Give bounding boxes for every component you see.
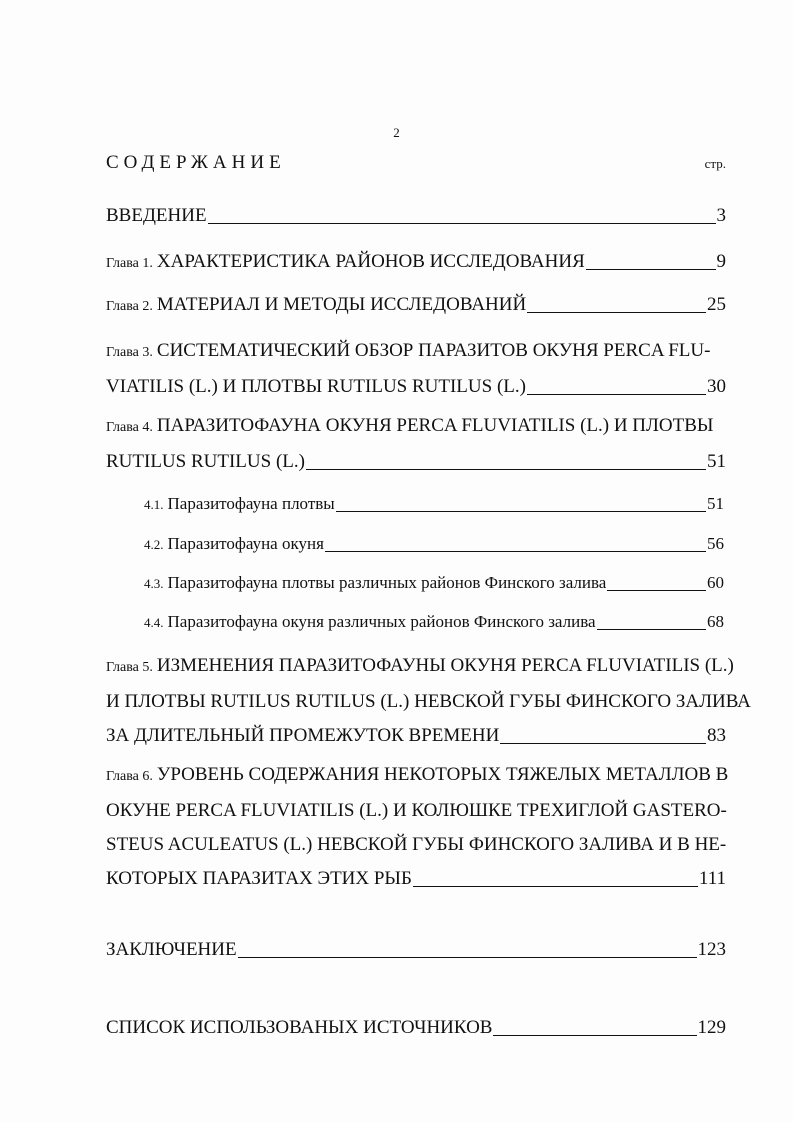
entry-title: СПИСОК ИСПОЛЬЗОВАНЫХ ИСТОЧНИКОВ bbox=[106, 1017, 493, 1038]
entry-page: 60 bbox=[707, 573, 724, 592]
entry-title: Паразитофауна плотвы различных районов Финского залива bbox=[167, 573, 607, 592]
entry-page: 51 bbox=[707, 451, 726, 472]
entry-title: Паразитофауна плотвы bbox=[167, 494, 335, 513]
entry-page: 9 bbox=[716, 251, 726, 272]
leader-line bbox=[306, 469, 706, 470]
chapter-label: Глава 3. bbox=[106, 345, 153, 360]
leader-line bbox=[597, 629, 706, 630]
section-label: 4.4. bbox=[144, 615, 164, 630]
entry-title-line-1: СИСТЕМАТИЧЕСКИЙ ОБЗОР ПАРАЗИТОВ ОКУНЯ PERCA FLU- bbox=[156, 340, 711, 361]
toc-entry-references bbox=[106, 1011, 726, 1045]
leader-line bbox=[586, 269, 716, 270]
leader-line bbox=[208, 223, 716, 224]
chapter-label: Глава 4. bbox=[106, 420, 153, 435]
toc-entry-chapter-5 bbox=[106, 649, 751, 753]
toc-title: СОДЕРЖАНИЕ bbox=[106, 152, 286, 173]
section-label: 4.3. bbox=[144, 576, 164, 591]
entry-title-line-1: ПАРАЗИТОФАУНА ОКУНЯ PERCA FLUVIATILIS (L.) И ПЛОТВЫ bbox=[156, 415, 714, 436]
section-label: 4.2. bbox=[144, 537, 164, 552]
entry-page: 129 bbox=[697, 1017, 726, 1038]
entry-page: 83 bbox=[707, 725, 726, 746]
leader-line bbox=[607, 590, 706, 591]
entry-page: 111 bbox=[698, 868, 726, 889]
toc-entry-chapter-2 bbox=[106, 288, 726, 324]
toc-entry-intro bbox=[106, 199, 726, 233]
chapter-label: Глава 6. bbox=[106, 769, 153, 784]
page-number: 2 bbox=[393, 125, 400, 140]
leader-line bbox=[527, 312, 706, 313]
entry-title: ХАРАКТЕРИСТИКА РАЙОНОВ ИССЛЕДОВАНИЯ bbox=[156, 251, 585, 272]
leader-line bbox=[493, 1035, 696, 1036]
entry-title-line-2: VIATILIS (L.) И ПЛОТВЫ RUTILUS RUTILUS (L.) bbox=[106, 376, 526, 397]
toc-heading bbox=[106, 152, 726, 174]
entry-page: 25 bbox=[707, 294, 726, 315]
toc-entry-chapter-1 bbox=[106, 245, 726, 281]
toc-entry-section-4-2 bbox=[144, 527, 724, 562]
entry-title-line-1: УРОВЕНЬ СОДЕРЖАНИЯ НЕКОТОРЫХ ТЯЖЕЛЫХ МЕТАЛЛОВ В bbox=[156, 764, 729, 785]
leader-line bbox=[336, 511, 706, 512]
entry-page: 68 bbox=[707, 612, 724, 631]
entry-title: МАТЕРИАЛ И МЕТОДЫ ИССЛЕДОВАНИЙ bbox=[156, 294, 527, 315]
chapter-label: Глава 5. bbox=[106, 660, 153, 675]
entry-page: 123 bbox=[697, 939, 726, 960]
entry-page: 51 bbox=[707, 494, 724, 513]
entry-title-line-3: ЗА ДЛИТЕЛЬНЫЙ ПРОМЕЖУТОК ВРЕМЕНИ bbox=[106, 725, 500, 746]
entry-title-line-2: И ПЛОТВЫ RUTILUS RUTILUS (L.) НЕВСКОЙ ГУБЫ ФИНСКОГО ЗАЛИВА bbox=[106, 691, 751, 712]
leader-line bbox=[413, 886, 698, 887]
entry-title-line-1: ИЗМЕНЕНИЯ ПАРАЗИТОФАУНЫ ОКУНЯ PERCA FLUVIATILIS (L.) bbox=[156, 655, 734, 676]
leader-line bbox=[527, 394, 706, 395]
toc-entry-section-4-3 bbox=[144, 566, 724, 601]
entry-page: 3 bbox=[716, 205, 726, 226]
entry-page: 56 bbox=[707, 534, 724, 553]
entry-title-line-2: ОКУНЕ PERCA FLUVIATILIS (L.) И КОЛЮШКЕ ТРЕХИГЛОЙ GASTERO- bbox=[106, 800, 727, 821]
toc-entry-conclusion bbox=[106, 933, 726, 967]
leader-line bbox=[238, 957, 697, 958]
toc-entry-chapter-3 bbox=[106, 334, 726, 404]
entry-title-line-2: RUTILUS RUTILUS (L.) bbox=[106, 451, 305, 472]
entry-title: ВВЕДЕНИЕ bbox=[106, 205, 207, 226]
entry-title: Паразитофауна окуня различных районов Финского залива bbox=[167, 612, 596, 631]
page-column-label: стр. bbox=[704, 156, 726, 171]
chapter-label: Глава 1. bbox=[106, 256, 153, 271]
entry-title: ЗАКЛЮЧЕНИЕ bbox=[106, 939, 237, 960]
leader-line bbox=[500, 743, 706, 744]
toc-entry-chapter-4 bbox=[106, 409, 726, 479]
leader-line bbox=[325, 551, 706, 552]
toc-entry-section-4-1 bbox=[144, 487, 724, 522]
toc-entry-chapter-6 bbox=[106, 758, 729, 896]
toc-entry-section-4-4 bbox=[144, 605, 724, 640]
entry-page: 30 bbox=[707, 376, 726, 397]
entry-title-line-4: КОТОРЫХ ПАРАЗИТАХ ЭТИХ РЫБ bbox=[106, 868, 412, 889]
entry-title: Паразитофауна окуня bbox=[167, 534, 324, 553]
entry-title-line-3: STEUS ACULEATUS (L.) НЕВСКОЙ ГУБЫ ФИНСКОГО ЗАЛИВА И В НЕ- bbox=[106, 834, 727, 855]
section-label: 4.1. bbox=[144, 497, 164, 512]
chapter-label: Глава 2. bbox=[106, 299, 153, 314]
